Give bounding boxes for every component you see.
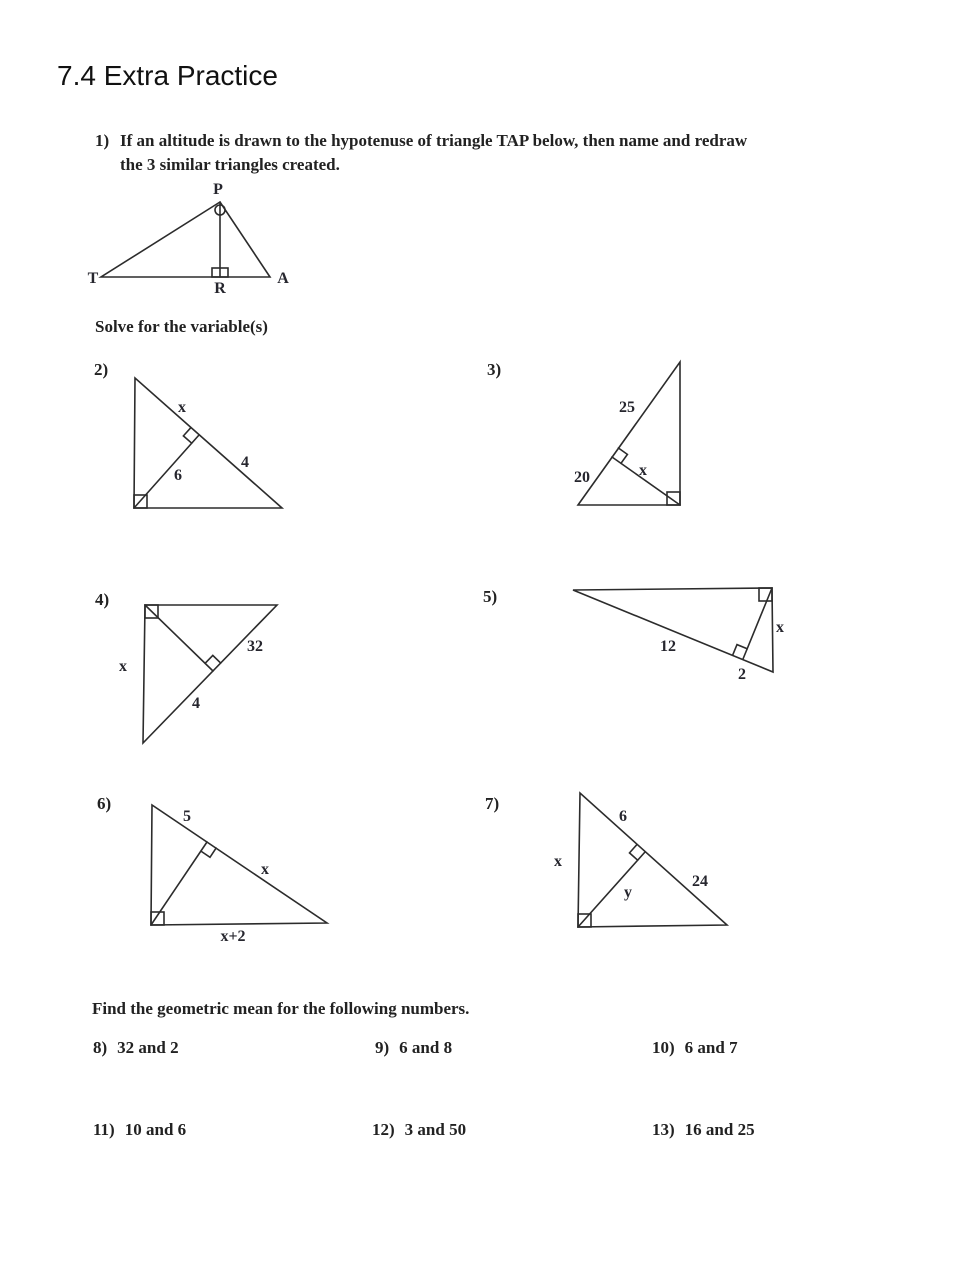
problem1-text-line1: If an altitude is drawn to the hypotenuse of triangle TAP below, then name and redraw: [120, 131, 748, 150]
triangle-drawing-5: [563, 582, 790, 687]
problem1-number: 1): [95, 131, 110, 150]
vertex-label-t: T: [87, 270, 99, 287]
geomean-item-10: [652, 1038, 738, 1058]
geomean-item-13: [652, 1120, 755, 1140]
figure-problem2: [128, 370, 293, 520]
base-label: x+2: [220, 928, 246, 945]
segment-label: 12: [660, 638, 676, 655]
vertex-label-r: R: [214, 280, 226, 297]
item-text: 10 and 6: [124, 1120, 187, 1139]
problem4-number: 4): [95, 590, 110, 609]
figure-problem7: [545, 786, 740, 941]
geomean-item-11: [93, 1120, 186, 1140]
triangle-outline: [578, 362, 680, 505]
triangle-drawing-7: [545, 786, 740, 941]
vertex-label-a: A: [277, 270, 289, 287]
solve-heading: Solve for the variable(s): [95, 317, 268, 336]
item-text: 32 and 2: [117, 1038, 179, 1057]
figure-problem1-triangle-tap: [85, 182, 300, 300]
altitude-label: y: [624, 884, 632, 901]
triangle-outline: [101, 202, 270, 277]
triangle-drawing-3: [565, 356, 690, 514]
figure-problem4: [110, 596, 290, 751]
altitude-line: [578, 852, 645, 927]
geomean-item-8: [93, 1038, 179, 1058]
figure-problem5: [563, 582, 790, 687]
page-title: 7.4 Extra Practice: [57, 60, 278, 91]
problem1-text-line2: the 3 similar triangles created.: [120, 155, 340, 174]
problem2-number: 2): [94, 360, 109, 379]
triangle-outline: [143, 605, 277, 743]
geomean-item-9: [375, 1038, 452, 1058]
item-text: 3 and 50: [404, 1120, 467, 1139]
item-number: 11): [93, 1120, 115, 1139]
problem7-number: 7): [485, 794, 500, 813]
geomean-heading: Find the geometric mean for the following numbers.: [92, 999, 470, 1018]
triangle-outline: [134, 378, 282, 508]
item-number: 12): [372, 1120, 395, 1139]
right-angle-mark-foot: [630, 845, 638, 861]
item-number: 8): [93, 1038, 108, 1057]
altitude-line: [134, 435, 199, 508]
triangle-outline: [578, 793, 727, 927]
segment-label: x: [261, 861, 269, 878]
item-number: 9): [375, 1038, 390, 1057]
altitude-line: [145, 605, 213, 671]
right-angle-mark-foot: [201, 848, 216, 857]
figure-problem3: [565, 356, 690, 514]
item-number: 10): [652, 1038, 675, 1057]
segment-label: 6: [619, 808, 627, 825]
triangle-outline: [151, 805, 327, 925]
figure-problem6: [143, 796, 343, 951]
item-text: 16 and 25: [684, 1120, 755, 1139]
right-angle-mark-foot: [618, 448, 627, 463]
segment-label: 32: [247, 638, 263, 655]
triangle-tap-drawing: [85, 182, 300, 300]
right-angle-mark-foot: [183, 428, 191, 444]
item-text: 6 and 7: [684, 1038, 738, 1057]
problem5-number: 5): [483, 587, 498, 606]
segment-label: 25: [619, 399, 635, 416]
item-text: 6 and 8: [399, 1038, 453, 1057]
problem6-number: 6): [97, 794, 112, 813]
vertex-label-p: P: [213, 181, 223, 198]
segment-label: 4: [241, 454, 249, 471]
segment-label: 24: [692, 873, 708, 890]
item-number: 13): [652, 1120, 675, 1139]
segment-label: 5: [183, 808, 191, 825]
triangle-drawing-4: [110, 596, 290, 751]
problem3-number: 3): [487, 360, 502, 379]
segment-label: 2: [738, 666, 746, 683]
altitude-label: x: [639, 462, 647, 479]
segment-label: 4: [192, 695, 200, 712]
altitude-label: 6: [174, 467, 182, 484]
side-label: x: [554, 853, 562, 870]
right-angle-mark-foot: [205, 655, 221, 663]
side-label: x: [119, 658, 127, 675]
side-label: x: [776, 619, 784, 636]
segment-label: 20: [574, 469, 590, 486]
segment-label: x: [178, 399, 186, 416]
geomean-item-12: [372, 1120, 466, 1140]
triangle-drawing-2: [128, 370, 293, 520]
